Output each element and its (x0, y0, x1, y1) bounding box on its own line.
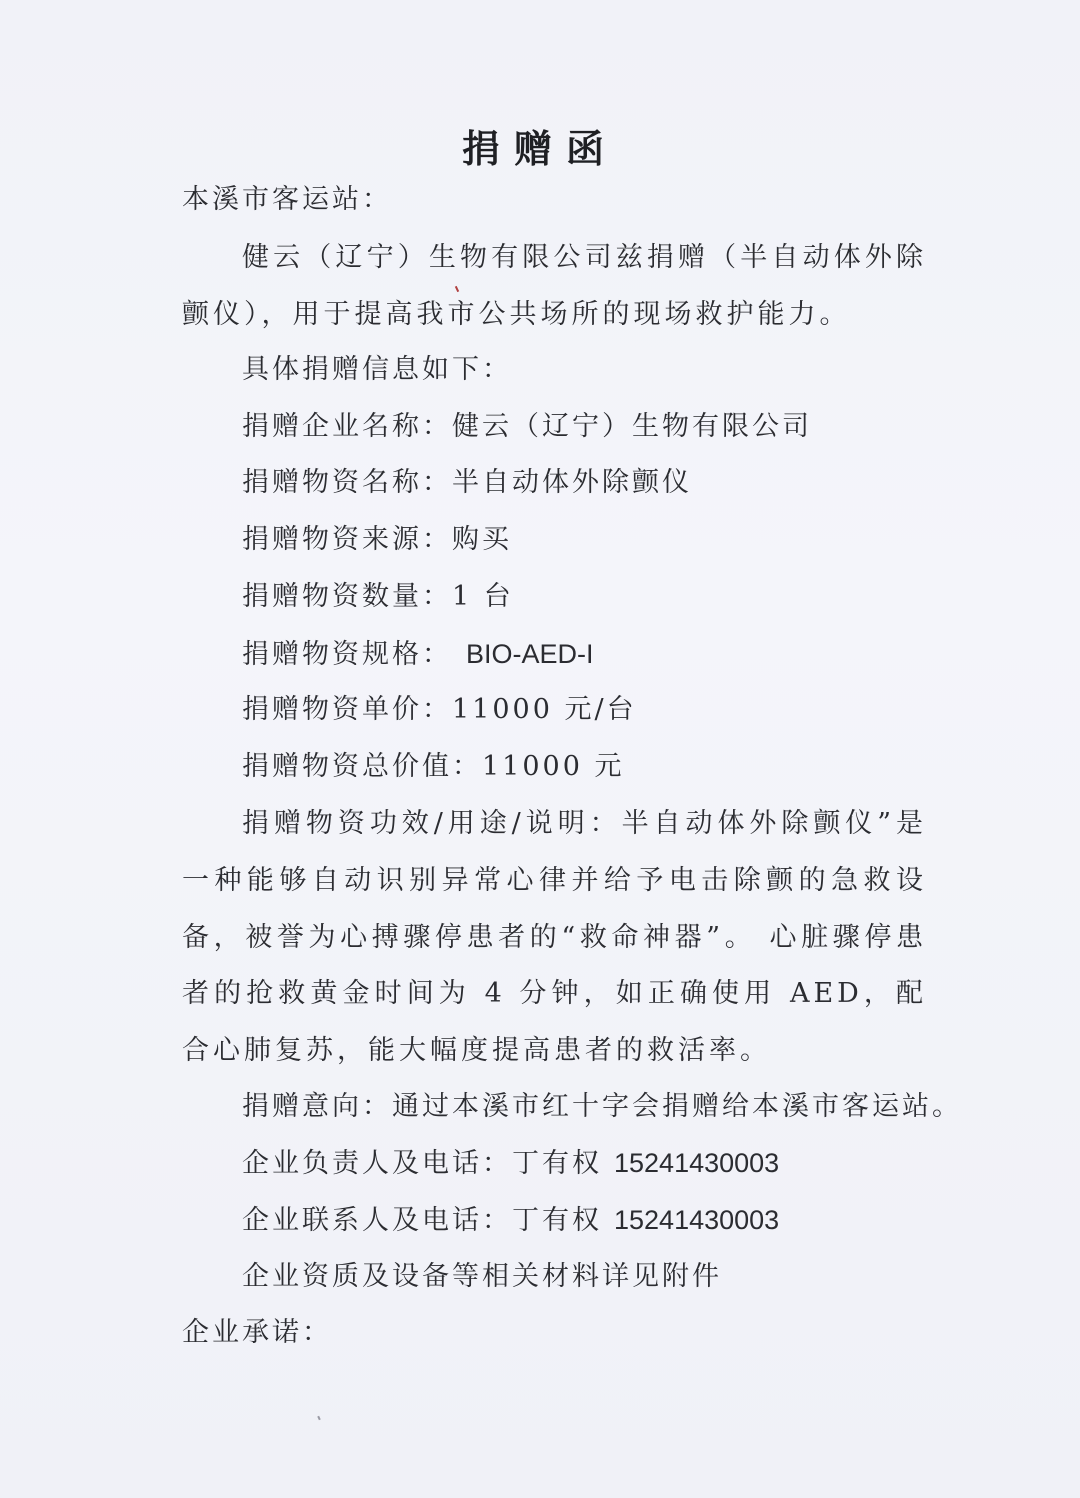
field-item-name (242, 463, 692, 503)
contact-liaison (242, 1200, 779, 1241)
field-value: 11000 元 (482, 751, 625, 782)
field-item-source (242, 520, 512, 560)
attachments-note: 企业资质及设备等相关材料详见附件 (242, 1261, 722, 1292)
field-value: BIO-AED-I (466, 639, 594, 669)
contact-label: 企业联系人及电话： (242, 1205, 512, 1236)
field-value: 健云（辽宁）生物有限公司 (452, 411, 812, 442)
intro-paragraph: 健云（辽宁）生物有限公司兹捐赠（半自动体外除颤仪），用于提高我市公共场所的现场救护能力。 (182, 242, 927, 330)
field-label: 捐赠物资总价值： (242, 751, 482, 782)
contact-name: 丁有权 (512, 1148, 602, 1179)
contact-name: 丁有权 (512, 1205, 602, 1236)
intent-value: 通过本溪市红十字会捐赠给本溪市客运站。 (392, 1091, 962, 1122)
field-total-value (242, 747, 624, 787)
details-heading: 具体捐赠信息如下： (242, 354, 512, 385)
field-value: 1 台 (452, 581, 514, 612)
field-value: 11000 元/台 (452, 694, 637, 725)
field-label: 捐赠物资单价： (242, 694, 452, 725)
field-item-spec (242, 634, 594, 675)
salutation: 本溪市客运站： (182, 184, 392, 215)
efficacy-paragraph: 捐赠物资功效/用途/说明：半自动体外除颤仪”是一种能够自动识别异常心律并给予电击除颤的急救设备，被誉为心搏骤停患者的“救命神器”。 心脏骤停患者的抢救黄金时间为 4 分钟，如正确使用 AED，配合心肺复苏，能大幅度提高患者的救活率。 (182, 808, 927, 1067)
page-title: 捐赠函 (461, 127, 618, 171)
contact-phone: 15241430003 (614, 1148, 780, 1178)
field-label: 捐赠物资规格： (242, 639, 452, 670)
field-unit-price (242, 690, 637, 730)
contact-label: 企业负责人及电话： (242, 1148, 512, 1179)
contact-phone: 15241430003 (614, 1205, 780, 1235)
contact-responsible (242, 1143, 779, 1184)
field-value: 半自动体外除颤仪 (452, 467, 692, 498)
field-value: 购买 (452, 524, 512, 555)
field-company-name (242, 407, 812, 447)
field-label: 捐赠物资名称： (242, 467, 452, 498)
field-label: 捐赠物资来源： (242, 524, 452, 555)
field-item-quantity (242, 577, 514, 617)
paper-mark (317, 1416, 321, 1420)
field-label: 捐赠企业名称： (242, 411, 452, 442)
intent-label: 捐赠意向： (242, 1091, 392, 1122)
field-label: 捐赠物资数量： (242, 581, 452, 612)
commitment-heading: 企业承诺： (182, 1317, 332, 1348)
donation-intent (242, 1087, 962, 1127)
